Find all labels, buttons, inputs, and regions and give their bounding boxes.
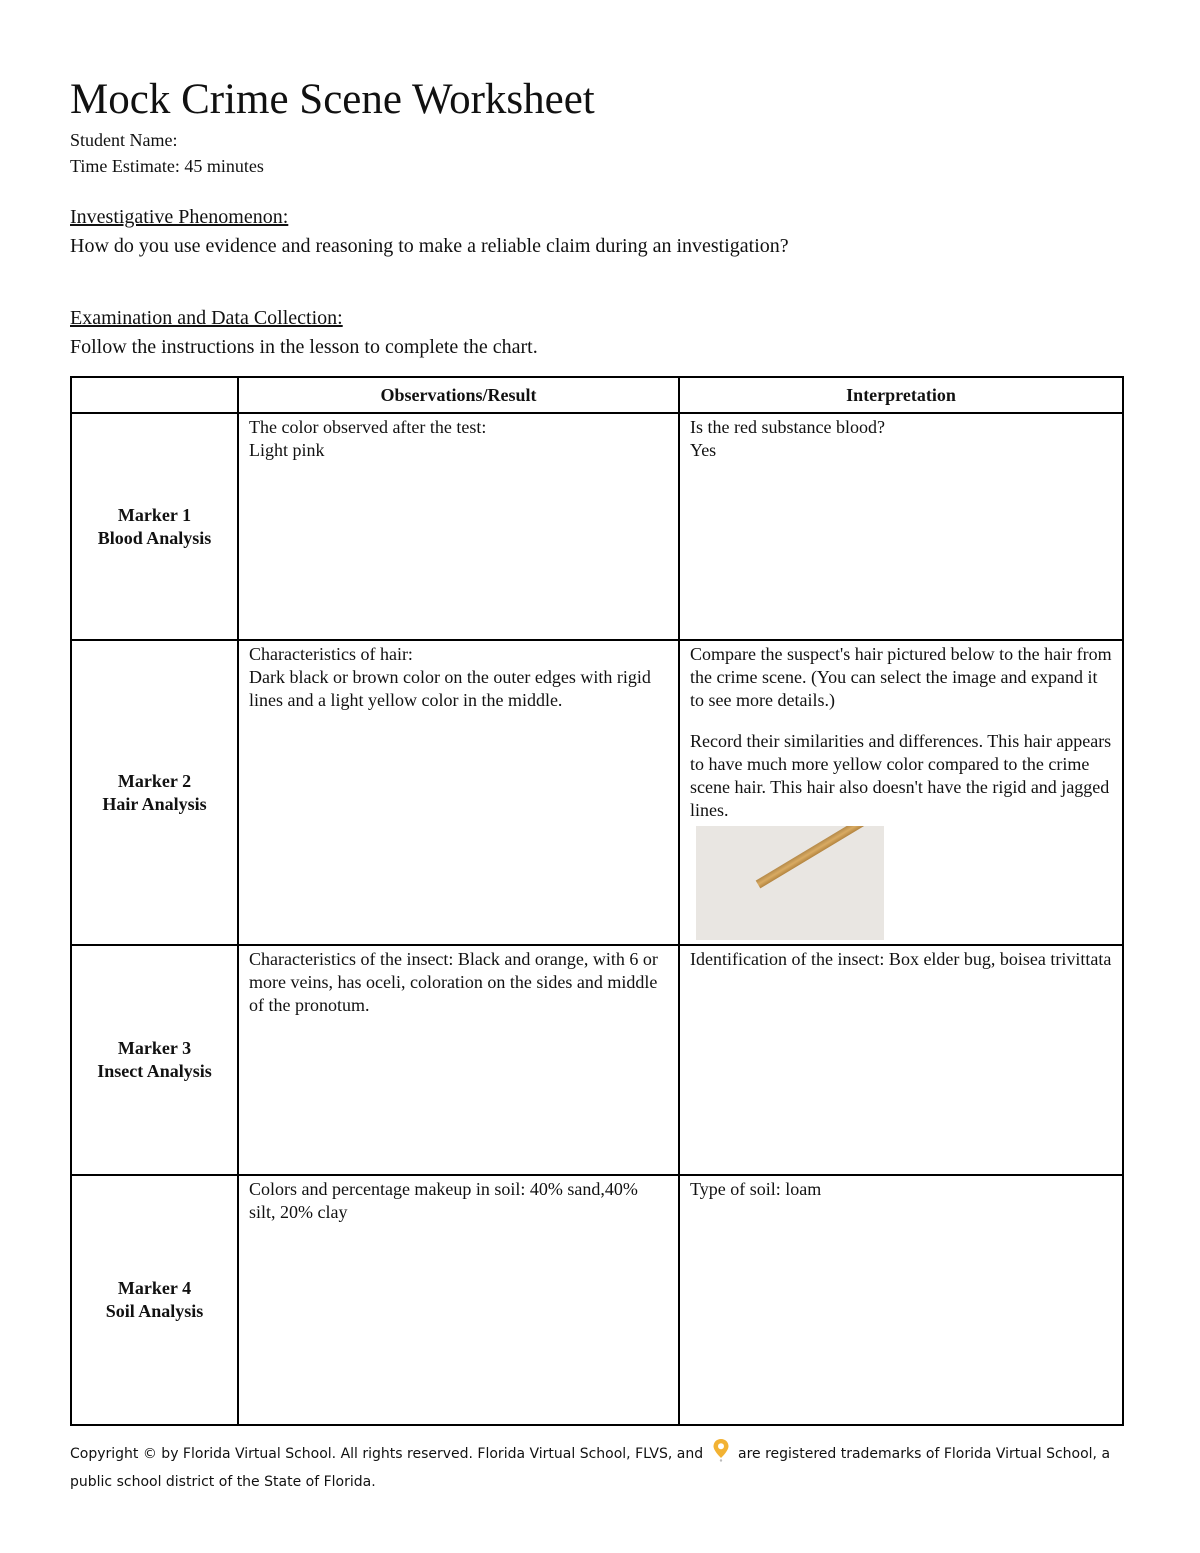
- interpretation-text: Type of soil: loam: [690, 1179, 822, 1199]
- header-blank: [71, 377, 238, 413]
- interpretation-text: Identification of the insect: Box elder bug, boisea trivittata: [690, 949, 1112, 969]
- analysis-type: Insect Analysis: [97, 1061, 212, 1081]
- exam-instruction: Follow the instructions in the lesson to complete the chart.: [70, 336, 538, 358]
- observation-prompt: The color observed after the test:: [249, 417, 487, 437]
- marker-label: [71, 1175, 238, 1425]
- observation-cell[interactable]: [238, 640, 679, 945]
- marker-number: Marker 3: [117, 1038, 192, 1058]
- marker-label: [71, 945, 238, 1175]
- page-title: Mock Crime Scene Worksheet: [70, 76, 595, 123]
- table-row: [71, 1175, 1123, 1425]
- location-pin-logo-icon: [712, 1438, 730, 1470]
- time-estimate: Time Estimate: 45 minutes: [70, 156, 264, 176]
- observation-text: Characteristics of the insect: Black and orange, with 6 or more veins, has oceli, coloration on the sides and middle of the pronotum.: [249, 949, 658, 1015]
- observation-prompt: Characteristics of hair:: [249, 644, 413, 664]
- analysis-type: Hair Analysis: [102, 793, 207, 814]
- marker-label: [71, 413, 238, 640]
- observation-text: Colors and percentage makeup in soil: 40% sand,40% silt, 20% clay: [249, 1179, 638, 1222]
- observation-answer: Light pink: [249, 440, 325, 460]
- observation-cell[interactable]: [238, 1175, 679, 1425]
- header-interpretation: Interpretation: [679, 377, 1123, 413]
- table-row: [71, 640, 1123, 945]
- interpretation-prompt: Is the red substance blood?: [690, 417, 885, 437]
- exam-heading: Examination and Data Collection:: [70, 307, 343, 329]
- observation-cell[interactable]: [238, 945, 679, 1175]
- student-name-label: Student Name:: [70, 130, 178, 150]
- marker-number: Marker 1: [117, 504, 192, 525]
- observation-answer: Dark black or brown color on the outer edges with rigid lines and a light yellow color in the middle.: [249, 667, 651, 710]
- hair-strand-graphic: [756, 826, 874, 888]
- copyright-footer: [70, 1438, 1130, 1494]
- interpretation-answer: Yes: [690, 440, 717, 460]
- interpretation-answer: Record their similarities and differences. This hair appears to have much more yellow color compared to the crime scene hair. This hair also doesn't have the rigid and jagged lines.: [690, 731, 1112, 820]
- copyright-text-start: Copyright © by Florida Virtual School. All rights reserved. Florida Virtual School, FLVS, and: [70, 1446, 704, 1462]
- interpretation-cell[interactable]: [679, 640, 1123, 945]
- interpretation-cell[interactable]: [679, 413, 1123, 640]
- evidence-chart: [70, 376, 1124, 1426]
- interpretation-prompt: Compare the suspect's hair pictured below to the hair from the crime scene. (You can select the image and expand it to see more details.): [690, 644, 1112, 710]
- analysis-type: Blood Analysis: [97, 527, 212, 548]
- marker-number: Marker 4: [117, 1278, 192, 1298]
- header-observations: Observations/Result: [238, 377, 679, 413]
- observation-cell[interactable]: [238, 413, 679, 640]
- suspect-hair-image[interactable]: [696, 826, 884, 940]
- marker-number: Marker 2: [117, 770, 192, 791]
- table-row: [71, 413, 1123, 640]
- phenomenon-heading: Investigative Phenomenon:: [70, 206, 289, 228]
- interpretation-cell[interactable]: [679, 1175, 1123, 1425]
- header-row: [71, 377, 1123, 413]
- analysis-type: Soil Analysis: [105, 1301, 204, 1321]
- table-row: [71, 945, 1123, 1175]
- interpretation-cell[interactable]: [679, 945, 1123, 1175]
- copyright-text-end: are registered trademarks of Florida Virtual School, a public school district of the State of Florida.: [70, 1446, 1111, 1490]
- marker-label: [71, 640, 238, 945]
- phenomenon-question: How do you use evidence and reasoning to make a reliable claim during an investigation?: [70, 235, 789, 257]
